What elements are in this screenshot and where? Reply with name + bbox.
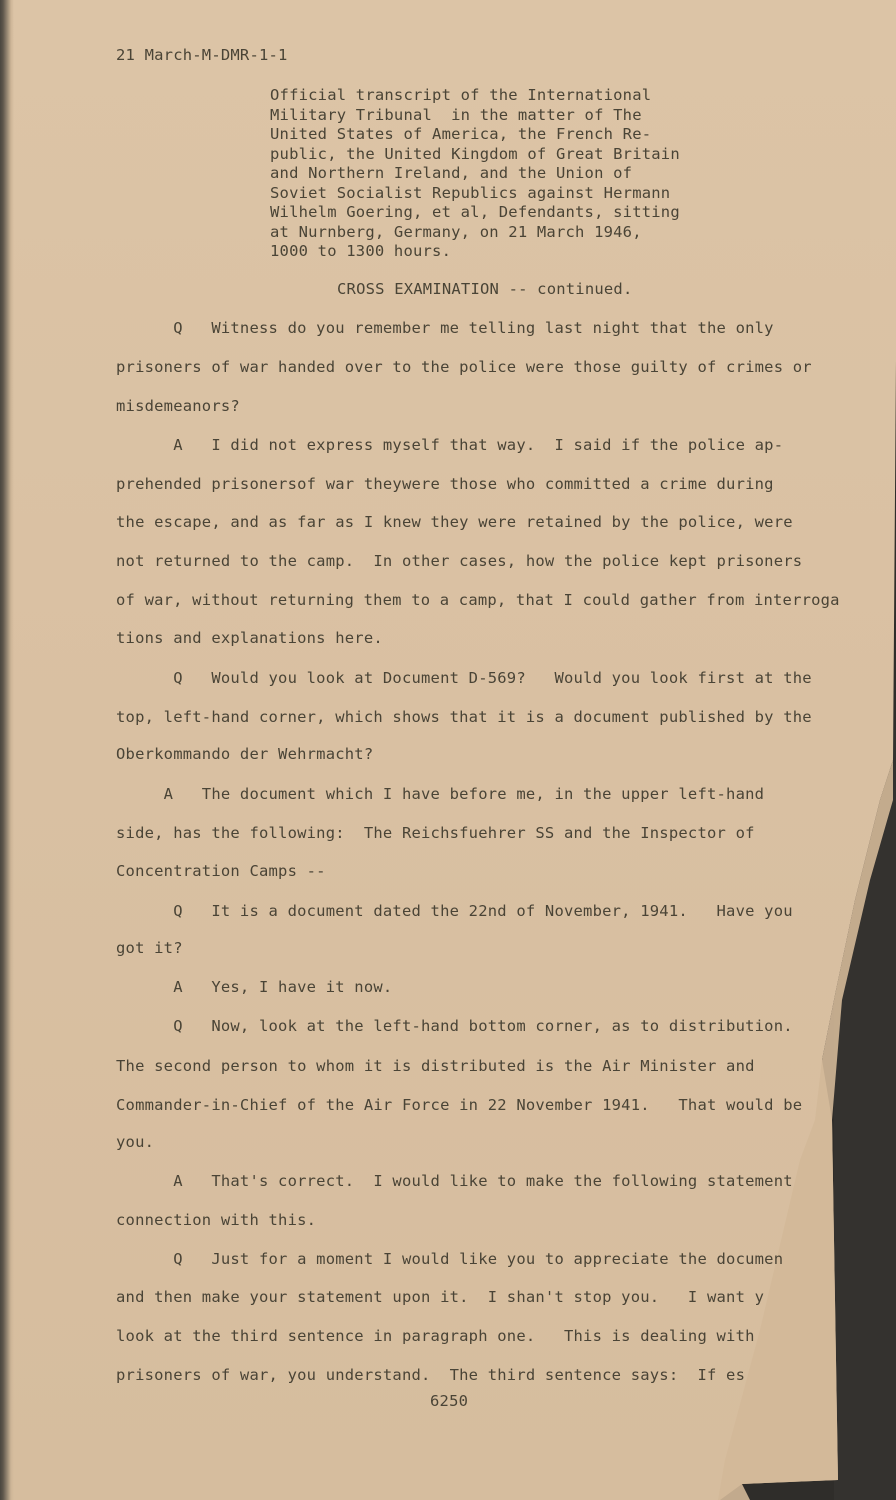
document-id: 21 March-M-DMR-1-1: [116, 46, 288, 64]
body-line: prisoners of war, you understand. The third sentence says: If es: [116, 1366, 746, 1384]
body-line: misdemeanors?: [116, 397, 240, 415]
body-line: Q Would you look at Document D-569? Would you look first at the: [116, 669, 812, 687]
intro-line: Official transcript of the International: [270, 86, 652, 104]
intro-line: Military Tribunal in the matter of The: [270, 105, 642, 124]
intro-line: Wilhelm Goering, et al, Defendants, sitting: [270, 203, 680, 221]
body-line: Q It is a document dated the 22nd of November, 1941. Have you: [116, 902, 793, 920]
body-line: A Yes, I have it now.: [116, 978, 393, 996]
body-line: Q Now, look at the left-hand bottom corner, as to distribution.: [116, 1017, 793, 1035]
body-line: tions and explanations here.: [116, 629, 383, 647]
body-line: A That's correct. I would like to make the following statement: [116, 1172, 793, 1190]
page-number: 6250: [430, 1392, 469, 1410]
body-line: connection with this.: [116, 1211, 317, 1229]
body-line: of war, without returning them to a camp, that I could gather from interroga: [116, 591, 840, 609]
body-line: Oberkommando der Wehrmacht?: [116, 745, 374, 763]
body-line: Q Just for a moment I would like you to appreciate the documen: [116, 1250, 784, 1268]
intro-line: public, the United Kingdom of Great Britain: [270, 144, 680, 163]
body-line: side, has the following: The Reichsfuehrer SS and the Inspector of: [116, 824, 755, 842]
intro-line: Soviet Socialist Republics against Hermann: [270, 183, 671, 202]
body-line: Q Witness do you remember me telling last night that the only: [116, 319, 774, 337]
body-line: prisoners of war handed over to the police were those guilty of crimes or: [116, 358, 812, 376]
body-line: you.: [116, 1133, 155, 1151]
body-line: The second person to whom it is distributed is the Air Minister and: [116, 1057, 755, 1075]
body-line: look at the third sentence in paragraph one. This is dealing with: [116, 1327, 755, 1345]
intro-line: at Nurnberg, Germany, on 21 March 1946,: [270, 222, 642, 241]
body-line: top, left-hand corner, which shows that it is a document published by the: [116, 708, 812, 726]
body-line: not returned to the camp. In other cases, how the police kept prisoners: [116, 552, 803, 570]
intro-line: and Northern Ireland, and the Union of: [270, 164, 633, 182]
body-line: Commander-in-Chief of the Air Force in 22 November 1941. That would be: [116, 1096, 803, 1114]
intro-line: United States of America, the French Re-: [270, 125, 652, 143]
body-line: prehended prisonersof war theywere those who committed a crime during: [116, 475, 774, 493]
body-line: A I did not express myself that way. I said if the police ap-: [116, 436, 784, 454]
body-line: Concentration Camps --: [116, 862, 326, 880]
body-line: and then make your statement upon it. I shan't stop you. I want y: [116, 1288, 765, 1306]
body-line: the escape, and as far as I knew they were retained by the police, were: [116, 513, 793, 531]
body-line: got it?: [116, 939, 183, 957]
body-line: A The document which I have before me, in the upper left-hand: [116, 785, 765, 803]
intro-line: 1000 to 1300 hours.: [270, 242, 452, 260]
section-heading: CROSS EXAMINATION -- continued.: [337, 280, 633, 298]
